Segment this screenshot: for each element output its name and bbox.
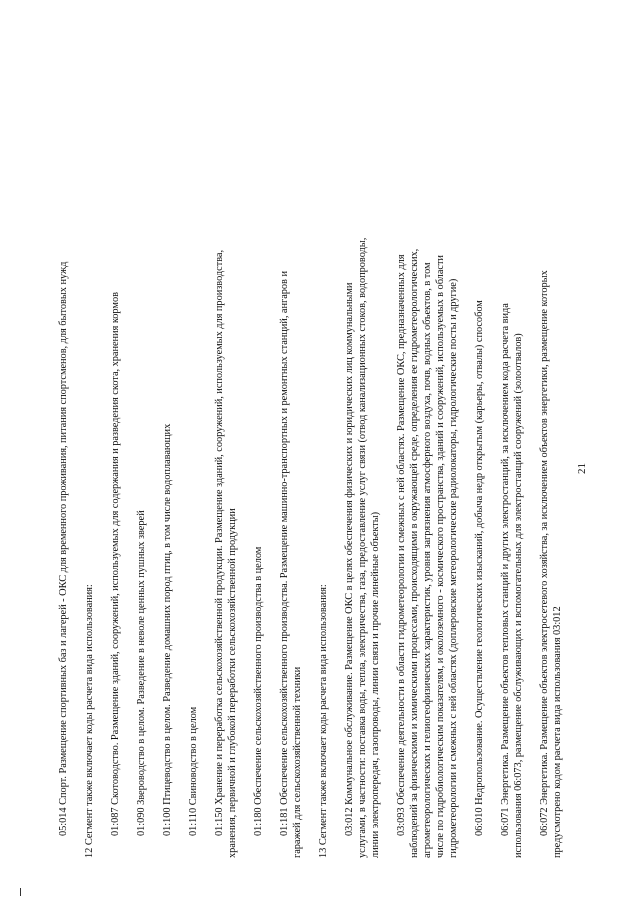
line: 12 Сегмент также включает коды расчета вида использования: [84, 584, 95, 858]
line: 01:087 Скотоводство. Размещение зданий, сооружений, используемых для содержания и разведения скота, хранения кормов [110, 292, 121, 836]
line: 01:100 Птицеводство в целом. Разведение домашних пород птиц, в том числе водоплавающих [162, 423, 173, 836]
line: услугами, в частности: поставка воды, тепла, электричества, газа, предоставление услуг связи (отвод канализационных стоков, водопроводы, [357, 237, 368, 858]
line: 06:072 Энергетика. Размещение объектов электросетевого хозяйства, за исключением объектов энергетики, размещение которых [539, 270, 550, 836]
line: хранения, первичной и глубокой переработки сельскохозяйственной продукции [227, 508, 238, 858]
line: 03:012 Коммунальное обслуживание. Размещение ОКС в целях обеспечения физических и юридических лиц коммунальными [344, 282, 355, 836]
line: 01:150 Хранение и переработка сельскохозяйственной продукции. Размещение зданий, сооружений, используемых для производства, [214, 249, 225, 836]
line: гидрометеорологии и смежных с ней областях (доплеровские метеорологические радиолокаторы, гидрологические посты и другие) [448, 278, 459, 858]
line: использования 06:073, размещение обслуживающих и вспомогательных для электростанций сооружений (золоотвалов) [513, 333, 524, 858]
line: наблюдений за физическими и химическими процессами, происходящими в окружающей среде, определения ее гидрометеорологических, [409, 248, 420, 858]
line: 01:110 Свиноводство в целом [188, 706, 199, 836]
line: гаражей для сельскохозяйственной техники [292, 666, 303, 858]
scan-edge-mark [20, 888, 27, 896]
line: 13 Сегмент также включает коды расчета вида использования: [318, 584, 329, 858]
line: числе по гидробиологическим показателям, и околоземного - космического пространства, зданий и сооружений, используемых в области [435, 255, 446, 858]
page-number: 21 [576, 463, 588, 474]
line: линии электропередач, газопроводы, линии связи и прочие линейные объекты) [370, 511, 381, 858]
line: 06:071 Энергетика. Размещение объектов тепловых станций и других электростанций, за исключением кода расчета вида [500, 303, 511, 836]
line: 06:010 Недропользование. Осуществление геологических изысканий, добыча недр открытым (карьеры, отвалы) способом [474, 300, 485, 836]
line: предусмотрено кодом расчета вида использования 03:012 [552, 606, 563, 858]
line: 01:180 Обеспечение сельскохозяйственного производства в целом [253, 546, 264, 836]
line: 05:014 Спорт. Размещение спортивных баз и лагерей - ОКС для временного проживания, питания спортсменов, для бытовых нужд [58, 261, 69, 836]
line: 01:181 Обеспечение сельскохозяйственного производства. Размещение машинно-транспортных и ремонтных станций, ангаров и [279, 271, 290, 836]
line: 01:090 Звероводство в целом. Разведение в неволе ценных пушных зверей [136, 510, 147, 836]
line: агрометеорологических и гелиогеофизических характеристик, уровня загрязнения атмосферного воздуха, почв, водных объектов, в том [422, 262, 433, 858]
line: 03:093 Обеспечение деятельности в области гидрометеорологии и смежных с ней областях. Размещение ОКС, предназначенных для [396, 254, 407, 836]
rotated-page [46, 58, 640, 858]
